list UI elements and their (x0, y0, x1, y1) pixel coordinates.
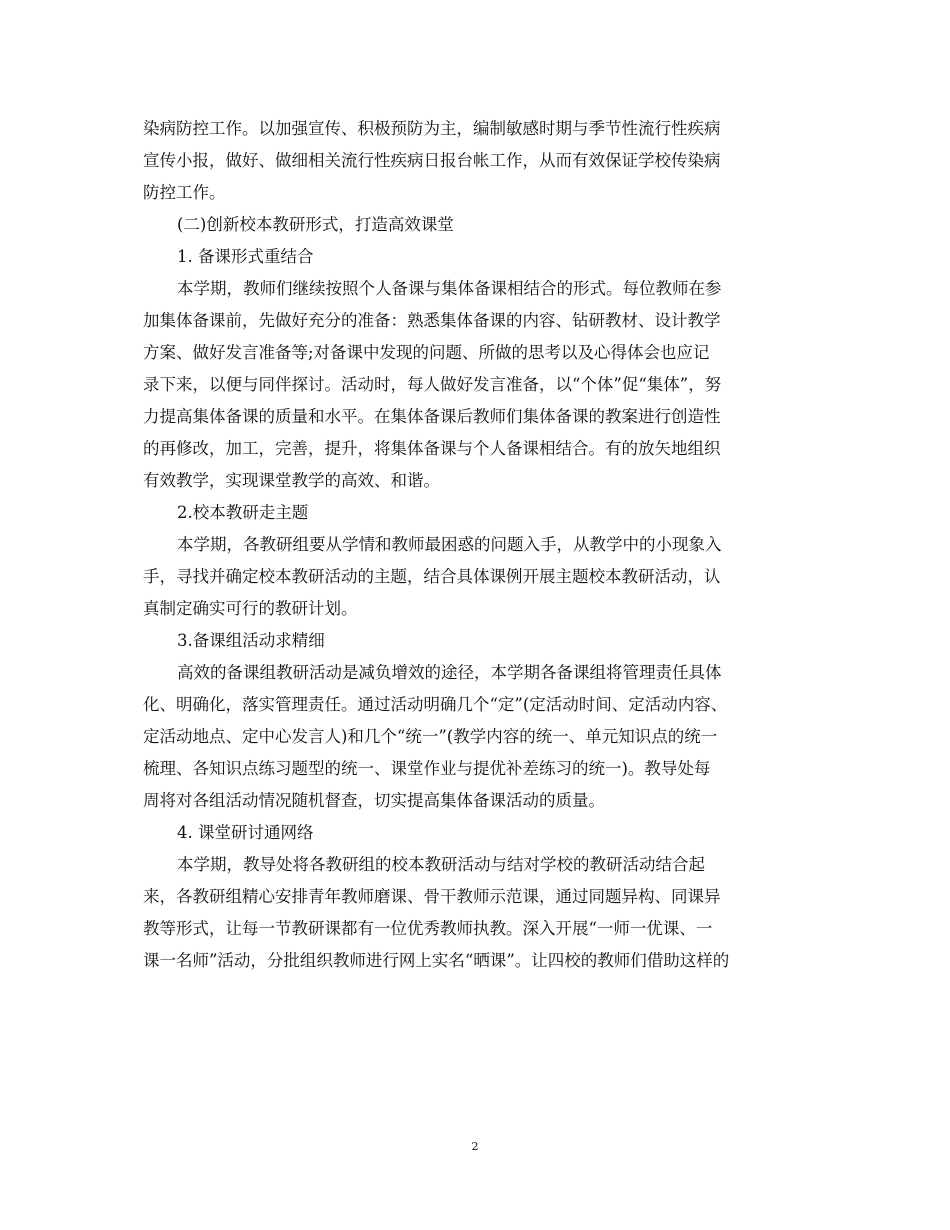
text-line: 3.备课组活动求精细 (177, 631, 325, 650)
text-line: 本学期，各教研组要从学情和教师最困惑的问题入手，从教学中的小现象入 (177, 535, 722, 554)
text-line: 本学期，教师们继续按照个人备课与集体备课相结合的形式。每位教师在参 (177, 279, 722, 298)
page-number: 2 (471, 1140, 479, 1153)
text-line: 课一名师”活动，分批组织教师进行网上实名“晒课”。让四校的教师们借助这样的 (143, 951, 730, 970)
text-line: 周将对各组活动情况随机督查，切实提高集体备课活动的质量。 (143, 791, 605, 810)
text-line: 本学期，教导处将各教研组的校本教研活动与结对学校的教研活动结合起 (177, 855, 705, 874)
text-line: 录下来，以便与同伴探讨。活动时，每人做好发言准备，以“个体”促“集体”，努 (143, 375, 722, 394)
text-line: 来，各教研组精心安排青年教师磨课、骨干教师示范课，通过同题异构、同课异 (143, 887, 721, 906)
text-line: 教等形式，让每一节教研课都有一位优秀教师执教。深入开展“一师一优课、一 (143, 919, 713, 938)
text-line: 2.校本教研走主题 (177, 503, 309, 522)
text-line: 高效的备课组教研活动是减负增效的途径，本学期各备课组将管理责任具体 (177, 663, 722, 682)
text-line: 的再修改，加工，完善，提升，将集体备课与个人备课相结合。有的放矢地组织 (143, 439, 721, 458)
text-line: 有效教学，实现课堂教学的高效、和谐。 (143, 471, 440, 490)
text-line: 力提高集体备课的质量和水平。在集体备课后教师们集体备课的教案进行创造性 (143, 407, 721, 426)
text-line: 宣传小报，做好、做细相关流行性疾病日报台帐工作，从而有效保证学校传染病 (143, 151, 721, 170)
text-line: 手，寻找并确定校本教研活动的主题，结合具体课例开展主题校本教研活动，认 (143, 567, 721, 586)
text-line: 定活动地点、定中心发言人)和几个“统一”(教学内容的统一、单元知识点的统一 (143, 727, 718, 746)
text-line: 1. 备课形式重结合 (177, 247, 314, 266)
text-line: 染病防控工作。以加强宣传、积极预防为主，编制敏感时期与季节性流行性疾病 (143, 119, 721, 138)
text-line: 化、明确化，落实管理责任。通过活动明确几个“定”(定活动时间、定活动内容、 (143, 695, 728, 714)
text-line: 4. 课堂研讨通网络 (177, 823, 314, 842)
text-line: 方案、做好发言准备等;对备课中发现的问题、所做的思考以及心得体会也应记 (143, 343, 710, 362)
text-line: 梳理、各知识点练习题型的统一、课堂作业与提优补差练习的统一)。教导处每 (143, 759, 711, 778)
text-line: 加集体备课前，先做好充分的准备：熟悉集体备课的内容、钻研教材、设计教学 (143, 311, 721, 330)
text-line: 真制定确实可行的教研计划。 (143, 599, 358, 618)
document-body (143, 113, 813, 977)
text-line: 防控工作。 (143, 183, 226, 202)
text-line: (二)创新校本教研形式，打造高效课堂 (177, 215, 454, 234)
